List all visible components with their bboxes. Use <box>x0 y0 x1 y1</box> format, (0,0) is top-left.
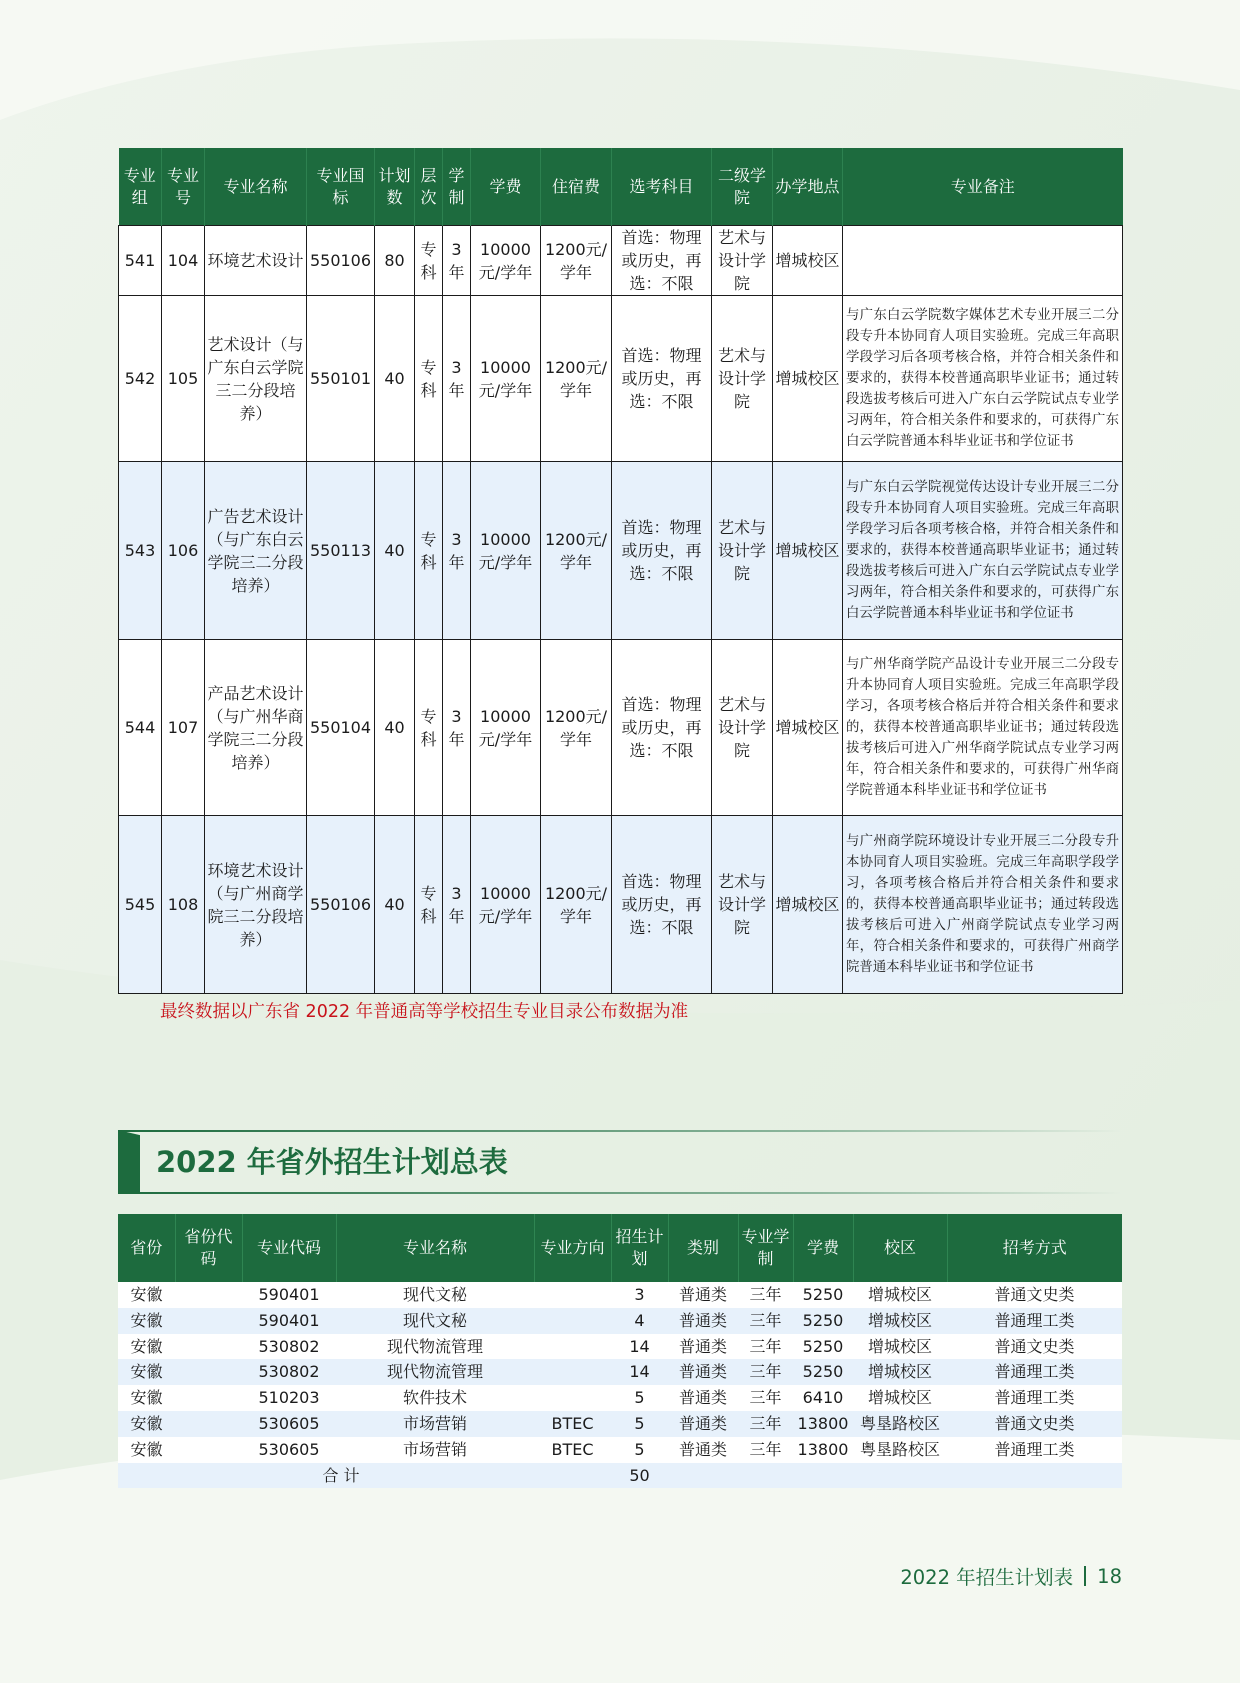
cell-dorm: 1200元/学年 <box>541 462 612 640</box>
cell-tuition: 10000元/学年 <box>471 462 541 640</box>
header-tuition: 学费 <box>471 148 541 226</box>
header-campus: 办学地点 <box>773 148 843 226</box>
cell-fee: 5250 <box>793 1282 853 1308</box>
cell-tuition: 10000元/学年 <box>471 640 541 816</box>
section-divider-top <box>118 1130 1122 1132</box>
cell-method: 普通文史类 <box>947 1411 1122 1437</box>
cell-major-code: 530605 <box>242 1411 336 1437</box>
cell-province: 安徽 <box>118 1411 175 1437</box>
enrollment-plan-table <box>118 148 1123 994</box>
cell-type: 普通类 <box>668 1385 738 1411</box>
cell-number: 107 <box>162 640 205 816</box>
cell-direction <box>534 1334 611 1360</box>
cell-campus: 增城校区 <box>853 1282 947 1308</box>
cell-years: 3年 <box>443 640 471 816</box>
cell-direction: BTEC <box>534 1437 611 1463</box>
header-group: 专业组 <box>119 148 162 226</box>
header-subjects: 选考科目 <box>612 148 712 226</box>
cell-campus: 增城校区 <box>853 1334 947 1360</box>
cell-group: 544 <box>119 640 162 816</box>
cell-major-code: 530605 <box>242 1437 336 1463</box>
cell-dorm: 1200元/学年 <box>541 296 612 462</box>
cell-fee: 5250 <box>793 1308 853 1334</box>
cell-major-name: 市场营销 <box>336 1411 534 1437</box>
cell-direction <box>534 1282 611 1308</box>
cell-years: 三年 <box>738 1437 793 1463</box>
cell-plan: 40 <box>375 296 415 462</box>
cell-years: 三年 <box>738 1385 793 1411</box>
cell-fee: 13800 <box>793 1437 853 1463</box>
cell-campus: 粤垦路校区 <box>853 1411 947 1437</box>
cell-years: 3年 <box>443 462 471 640</box>
header-type: 类别 <box>668 1214 738 1282</box>
header-note: 专业备注 <box>843 148 1123 226</box>
table-header-row <box>119 148 1123 226</box>
footer-title: 2022 年招生计划表 <box>900 1566 1074 1589</box>
section-title: 2022 年省外招生计划总表 <box>156 1145 508 1179</box>
cell-years: 三年 <box>738 1359 793 1385</box>
header-major-name: 专业名称 <box>205 148 307 226</box>
section-accent-bar <box>118 1130 140 1194</box>
cell-years: 三年 <box>738 1282 793 1308</box>
cell-major-name: 市场营销 <box>336 1437 534 1463</box>
cell-college: 艺术与设计学院 <box>712 816 773 994</box>
table-header-row <box>118 1214 1122 1282</box>
cell-subjects: 首选：物理或历史，再选：不限 <box>612 640 712 816</box>
cell-note: 与广东白云学院数字媒体艺术专业开展三二分段专升本协同育人项目实验班。完成三年高职学段学习后各项考核合格，并符合相关条件和要求的，获得本校普通高职毕业证书；通过转段选拔考核后可进入广东白云学院试点专业学习两年，符合相关条件和要求的，可获得广东白云学院普通本科毕业证书和学位证书 <box>843 296 1123 462</box>
cell-province-code <box>175 1359 242 1385</box>
cell-campus: 增城校区 <box>853 1308 947 1334</box>
header-college: 二级学院 <box>712 148 773 226</box>
cell-major-code: 590401 <box>242 1308 336 1334</box>
cell-level: 专科 <box>415 640 443 816</box>
table-row <box>118 1411 1122 1437</box>
cell-code: 550106 <box>307 226 375 296</box>
cell-direction: BTEC <box>534 1411 611 1437</box>
cell-level: 专科 <box>415 296 443 462</box>
cell-major-name: 现代文秘 <box>336 1308 534 1334</box>
cell-province: 安徽 <box>118 1334 175 1360</box>
cell-number: 105 <box>162 296 205 462</box>
total-spacer <box>534 1463 611 1489</box>
cell-plan: 14 <box>611 1359 668 1385</box>
header-campus: 校区 <box>853 1214 947 1282</box>
header-province-code: 省份代码 <box>175 1214 242 1282</box>
cell-tuition: 10000元/学年 <box>471 226 541 296</box>
header-province: 省份 <box>118 1214 175 1282</box>
cell-direction <box>534 1359 611 1385</box>
cell-type: 普通类 <box>668 1411 738 1437</box>
cell-group: 542 <box>119 296 162 462</box>
cell-major-code: 590401 <box>242 1282 336 1308</box>
cell-province-code <box>175 1411 242 1437</box>
cell-plan: 40 <box>375 462 415 640</box>
cell-plan: 5 <box>611 1385 668 1411</box>
total-filler <box>668 1463 1122 1489</box>
cell-group: 545 <box>119 816 162 994</box>
cell-college: 艺术与设计学院 <box>712 462 773 640</box>
cell-method: 普通理工类 <box>947 1385 1122 1411</box>
cell-province: 安徽 <box>118 1437 175 1463</box>
header-level: 层次 <box>415 148 443 226</box>
cell-plan: 5 <box>611 1411 668 1437</box>
header-years: 专业学制 <box>738 1214 793 1282</box>
cell-code: 550104 <box>307 640 375 816</box>
cell-tuition: 10000元/学年 <box>471 296 541 462</box>
cell-note: 与广州商学院环境设计专业开展三二分段专升本协同育人项目实验班。完成三年高职学段学习，各项考核合格后并符合相关条件和要求的，获得本校普通高职毕业证书；通过转段选拔考核后可进入广州商学院试点专业学习两年，符合相关条件和要求的，可获得广州商学院普通本科毕业证书和学位证书 <box>843 816 1123 994</box>
table-row <box>119 226 1123 296</box>
cell-subjects: 首选：物理或历史，再选：不限 <box>612 226 712 296</box>
header-major-name: 专业名称 <box>336 1214 534 1282</box>
table-row <box>119 816 1123 994</box>
cell-note: 与广东白云学院视觉传达设计专业开展三二分段专升本协同育人项目实验班。完成三年高职学段学习后各项考核合格，并符合相关条件和要求的，获得本校普通高职毕业证书；通过转段选拔考核后可进入广东白云学院试点专业学习两年，符合相关条件和要求的，可获得广东白云学院普通本科毕业证书和学位证书 <box>843 462 1123 640</box>
cell-province: 安徽 <box>118 1282 175 1308</box>
data-source-footnote: 最终数据以广东省 2022 年普通高等学校招生专业目录公布数据为准 <box>160 1002 689 1022</box>
cell-plan: 3 <box>611 1282 668 1308</box>
cell-years: 三年 <box>738 1411 793 1437</box>
cell-years: 3年 <box>443 816 471 994</box>
cell-campus: 增城校区 <box>853 1359 947 1385</box>
cell-group: 541 <box>119 226 162 296</box>
cell-major-code: 510203 <box>242 1385 336 1411</box>
cell-code: 550113 <box>307 462 375 640</box>
header-major-code: 专业代码 <box>242 1214 336 1282</box>
cell-code: 550106 <box>307 816 375 994</box>
cell-subjects: 首选：物理或历史，再选：不限 <box>612 816 712 994</box>
header-method: 招考方式 <box>947 1214 1122 1282</box>
section-divider-bottom <box>118 1192 1122 1194</box>
cell-major-name: 现代物流管理 <box>336 1359 534 1385</box>
cell-subjects: 首选：物理或历史，再选：不限 <box>612 296 712 462</box>
cell-major-name: 现代文秘 <box>336 1282 534 1308</box>
out-of-province-plan-table <box>118 1214 1122 1488</box>
cell-province: 安徽 <box>118 1308 175 1334</box>
cell-major-name: 艺术设计（与广东白云学院三二分段培养） <box>205 296 307 462</box>
cell-fee: 5250 <box>793 1359 853 1385</box>
cell-campus: 增城校区 <box>773 296 843 462</box>
cell-direction <box>534 1385 611 1411</box>
header-plan: 招生计划 <box>611 1214 668 1282</box>
cell-type: 普通类 <box>668 1308 738 1334</box>
cell-method: 普通文史类 <box>947 1282 1122 1308</box>
cell-campus: 粤垦路校区 <box>853 1437 947 1463</box>
header-plan: 计划数 <box>375 148 415 226</box>
cell-method: 普通理工类 <box>947 1359 1122 1385</box>
cell-campus: 增城校区 <box>773 640 843 816</box>
cell-college: 艺术与设计学院 <box>712 640 773 816</box>
cell-major-name: 环境艺术设计（与广州商学院三二分段培养） <box>205 816 307 994</box>
header-number: 专业号 <box>162 148 205 226</box>
cell-method: 普通理工类 <box>947 1437 1122 1463</box>
cell-level: 专科 <box>415 816 443 994</box>
cell-years: 3年 <box>443 296 471 462</box>
cell-college: 艺术与设计学院 <box>712 226 773 296</box>
cell-plan: 14 <box>611 1334 668 1360</box>
table-row <box>119 296 1123 462</box>
cell-years: 三年 <box>738 1334 793 1360</box>
cell-type: 普通类 <box>668 1334 738 1360</box>
cell-major-name: 现代物流管理 <box>336 1334 534 1360</box>
header-dorm: 住宿费 <box>541 148 612 226</box>
page-number: 18 <box>1097 1564 1122 1588</box>
header-years: 学制 <box>443 148 471 226</box>
cell-fee: 5250 <box>793 1334 853 1360</box>
cell-province-code <box>175 1385 242 1411</box>
cell-years: 3年 <box>443 226 471 296</box>
cell-plan: 80 <box>375 226 415 296</box>
cell-province: 安徽 <box>118 1359 175 1385</box>
cell-group: 543 <box>119 462 162 640</box>
header-national-code: 专业国标 <box>307 148 375 226</box>
cell-major-name: 广告艺术设计（与广东白云学院三二分段培养） <box>205 462 307 640</box>
cell-type: 普通类 <box>668 1282 738 1308</box>
cell-major-name: 环境艺术设计 <box>205 226 307 296</box>
cell-number: 106 <box>162 462 205 640</box>
header-direction: 专业方向 <box>534 1214 611 1282</box>
total-label: 合 计 <box>118 1463 534 1489</box>
cell-campus: 增城校区 <box>773 462 843 640</box>
cell-subjects: 首选：物理或历史，再选：不限 <box>612 462 712 640</box>
cell-note <box>843 226 1123 296</box>
cell-province: 安徽 <box>118 1385 175 1411</box>
table-row <box>118 1385 1122 1411</box>
cell-dorm: 1200元/学年 <box>541 640 612 816</box>
table-row <box>118 1308 1122 1334</box>
cell-campus: 增城校区 <box>773 816 843 994</box>
cell-direction <box>534 1308 611 1334</box>
cell-province-code <box>175 1437 242 1463</box>
cell-fee: 13800 <box>793 1411 853 1437</box>
total-value: 50 <box>611 1463 668 1489</box>
cell-province-code <box>175 1334 242 1360</box>
cell-level: 专科 <box>415 462 443 640</box>
cell-major-name: 软件技术 <box>336 1385 534 1411</box>
cell-level: 专科 <box>415 226 443 296</box>
cell-major-name: 产品艺术设计（与广州华商学院三二分段培养） <box>205 640 307 816</box>
cell-method: 普通文史类 <box>947 1334 1122 1360</box>
table-row <box>118 1359 1122 1385</box>
cell-number: 104 <box>162 226 205 296</box>
cell-campus: 增城校区 <box>773 226 843 296</box>
cell-plan: 40 <box>375 816 415 994</box>
cell-major-code: 530802 <box>242 1334 336 1360</box>
cell-college: 艺术与设计学院 <box>712 296 773 462</box>
table-row <box>118 1437 1122 1463</box>
cell-campus: 增城校区 <box>853 1385 947 1411</box>
cell-plan: 40 <box>375 640 415 816</box>
cell-note: 与广州华商学院产品设计专业开展三二分段专升本协同育人项目实验班。完成三年高职学段学习，各项考核合格后并符合相关条件和要求的，获得本校普通高职毕业证书；通过转段选拔考核后可进入广州华商学院试点专业学习两年，符合相关条件和要求的，可获得广州华商学院普通本科毕业证书和学位证书 <box>843 640 1123 816</box>
cell-number: 108 <box>162 816 205 994</box>
cell-fee: 6410 <box>793 1385 853 1411</box>
cell-plan: 4 <box>611 1308 668 1334</box>
cell-type: 普通类 <box>668 1437 738 1463</box>
cell-major-code: 530802 <box>242 1359 336 1385</box>
table-row <box>119 640 1123 816</box>
total-row <box>118 1463 1122 1489</box>
cell-years: 三年 <box>738 1308 793 1334</box>
table-row <box>118 1282 1122 1308</box>
cell-tuition: 10000元/学年 <box>471 816 541 994</box>
cell-plan: 5 <box>611 1437 668 1463</box>
cell-province-code <box>175 1282 242 1308</box>
cell-method: 普通理工类 <box>947 1308 1122 1334</box>
page-footer <box>900 1562 1122 1590</box>
cell-type: 普通类 <box>668 1359 738 1385</box>
footer-separator <box>1084 1566 1086 1586</box>
cell-province-code <box>175 1308 242 1334</box>
cell-dorm: 1200元/学年 <box>541 226 612 296</box>
cell-code: 550101 <box>307 296 375 462</box>
table-row <box>118 1334 1122 1360</box>
table-row <box>119 462 1123 640</box>
cell-dorm: 1200元/学年 <box>541 816 612 994</box>
header-fee: 学费 <box>793 1214 853 1282</box>
